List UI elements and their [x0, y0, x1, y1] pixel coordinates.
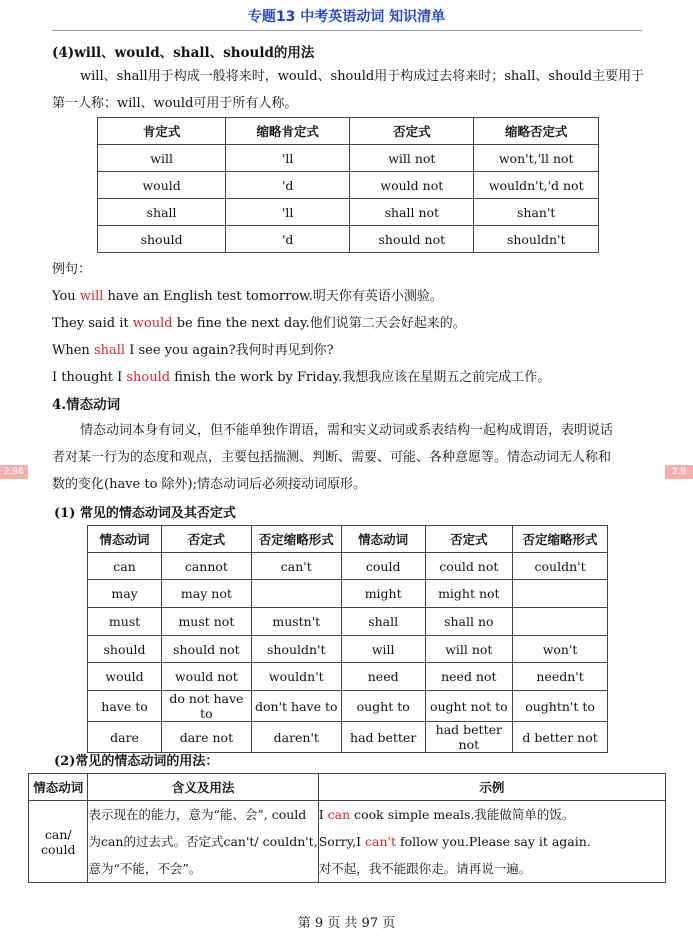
header-divider	[52, 30, 642, 31]
table-cell: must not	[162, 608, 252, 636]
table-cell: shall no	[425, 608, 513, 636]
table-cell: would not	[162, 663, 252, 691]
table-cell: will not	[350, 145, 474, 172]
side-marker-left: 2.96	[0, 465, 28, 479]
table-cell: should not	[350, 226, 474, 253]
table-header: 否定式	[425, 526, 513, 553]
table-cell: will	[98, 145, 226, 172]
table-row	[98, 226, 599, 253]
table-row	[88, 553, 608, 580]
table-cell	[513, 580, 608, 608]
will-would-table	[97, 117, 599, 253]
table-row	[88, 691, 608, 722]
table-header: 情态动词	[341, 526, 425, 553]
table-header: 情态动词	[29, 774, 88, 801]
table-cell: mustn't	[251, 608, 341, 636]
table-cell	[318, 801, 665, 883]
table-cell: wouldn't	[251, 663, 341, 691]
table-cell: needn't	[513, 663, 608, 691]
table-cell: won't	[513, 636, 608, 663]
section-heading-modal: 4.情态动词	[52, 397, 121, 413]
sub-heading-modal-list: (1) 常见的情态动词及其否定式	[54, 506, 236, 521]
table-header: 否定式	[162, 526, 252, 553]
example-sentence: When shall I see you again?我何时再见到你?	[52, 343, 334, 358]
table-cell: oughtn't to	[513, 691, 608, 722]
table-cell: 'll	[226, 145, 350, 172]
table-cell: 'd	[226, 172, 350, 199]
table-cell: had better not	[425, 722, 513, 753]
table-row	[88, 608, 608, 636]
table-cell: should	[98, 226, 226, 253]
table-row	[88, 722, 608, 753]
paragraph-line: 数的变化(have to 除外);情态动词后必须接动词原形。	[52, 477, 366, 492]
example-sentence: I thought I should finish the work by Friday.我想我应该在星期五之前完成工作。	[52, 370, 551, 385]
example-sentence: You will have an English test tomorrow.明天你有英语小测验。	[52, 289, 443, 304]
meaning-line: 表示现在的能力，意为“能、会”, could	[88, 807, 307, 822]
table-row	[29, 801, 666, 883]
table-cell: cannot	[162, 553, 252, 580]
table-row	[98, 172, 599, 199]
table-cell: do not have to	[162, 691, 252, 722]
paragraph-line: 情态动词本身有词义，但不能单独作谓语，需和实义动词或系表结构一起构成谓语，表明说话	[80, 423, 614, 438]
table-cell: shouldn't	[251, 636, 341, 663]
page-footer: 第 9 页 共 97 页	[297, 916, 396, 931]
table-cell: can	[88, 553, 162, 580]
table-cell: dare not	[162, 722, 252, 753]
table-header: 否定式	[350, 118, 474, 145]
table-header: 否定缩略形式	[251, 526, 341, 553]
table-cell: could	[341, 553, 425, 580]
table-cell: have to	[88, 691, 162, 722]
table-cell: need	[341, 663, 425, 691]
table-row	[88, 636, 608, 663]
paragraph-line: 第一人称；will、would可用于所有人称。	[52, 96, 298, 111]
table-cell: ought not to	[425, 691, 513, 722]
section-heading-will: (4)will、would、shall、should的用法	[52, 45, 315, 61]
table-cell: shall	[341, 608, 425, 636]
table-row	[88, 580, 608, 608]
table-cell: d better not	[513, 722, 608, 753]
table-row	[88, 663, 608, 691]
table-cell: can't	[251, 553, 341, 580]
table-cell	[251, 580, 341, 608]
modal-usage-table	[28, 773, 666, 883]
table-cell: will not	[425, 636, 513, 663]
page-header-title: 专题13 中考英语动词 知识清单	[247, 9, 446, 25]
table-cell: must	[88, 608, 162, 636]
table-cell: may	[88, 580, 162, 608]
table-cell: could not	[425, 553, 513, 580]
table-cell: should not	[162, 636, 252, 663]
table-cell: would	[98, 172, 226, 199]
table-header: 缩略否定式	[474, 118, 599, 145]
table-row	[98, 145, 599, 172]
usage-example: Sorry,I can't follow you.Please say it again.	[318, 834, 591, 849]
table-cell: daren't	[251, 722, 341, 753]
meaning-line: 意为“不能，不会”。	[88, 861, 202, 876]
table-cell: dare	[88, 722, 162, 753]
table-cell: wouldn't,'d not	[474, 172, 599, 199]
table-cell: can/ could	[29, 801, 88, 883]
table-cell: would not	[350, 172, 474, 199]
table-cell: 'll	[226, 199, 350, 226]
table-cell: won't,'ll not	[474, 145, 599, 172]
sub-heading-modal-usage: (2)常见的情态动词的用法：	[54, 754, 219, 769]
table-cell: shan't	[474, 199, 599, 226]
table-cell: should	[88, 636, 162, 663]
table-cell: might	[341, 580, 425, 608]
examples-label: 例句：	[52, 262, 92, 277]
table-cell: don't have to	[251, 691, 341, 722]
table-cell: might not	[425, 580, 513, 608]
table-cell: need not	[425, 663, 513, 691]
table-cell: shall	[98, 199, 226, 226]
table-header: 缩略肯定式	[226, 118, 350, 145]
table-header: 示例	[318, 774, 665, 801]
modal-verbs-table	[87, 525, 608, 753]
side-marker-right: 2.9	[665, 465, 693, 479]
table-cell: had better	[341, 722, 425, 753]
table-header: 否定缩略形式	[513, 526, 608, 553]
table-cell: shouldn't	[474, 226, 599, 253]
table-cell: couldn't	[513, 553, 608, 580]
usage-example: 对不起，我不能跟你走。请再说一遍。	[318, 861, 532, 876]
usage-example: I can cook simple meals.我能做简单的饭。	[318, 807, 575, 822]
table-cell: 'd	[226, 226, 350, 253]
table-row	[98, 199, 599, 226]
table-cell: may not	[162, 580, 252, 608]
table-header: 情态动词	[88, 526, 162, 553]
table-cell	[88, 801, 318, 883]
table-cell: shall not	[350, 199, 474, 226]
table-header: 肯定式	[98, 118, 226, 145]
example-sentence: They said it would be fine the next day.他们说第二天会好起来的。	[52, 316, 466, 331]
paragraph-line: will、shall用于构成一般将来时，would、should用于构成过去将来时；shall、should主要用于	[80, 69, 645, 84]
paragraph-line: 者对某一行为的态度和观点，主要包括揣测、判断、需要、可能、各种意愿等。情态动词无人称和	[52, 450, 612, 465]
table-cell: would	[88, 663, 162, 691]
table-cell	[513, 608, 608, 636]
table-cell: ought to	[341, 691, 425, 722]
table-cell: will	[341, 636, 425, 663]
meaning-line: 为can的过去式。否定式can't/ couldn't,	[88, 834, 318, 849]
table-header: 含义及用法	[88, 774, 318, 801]
